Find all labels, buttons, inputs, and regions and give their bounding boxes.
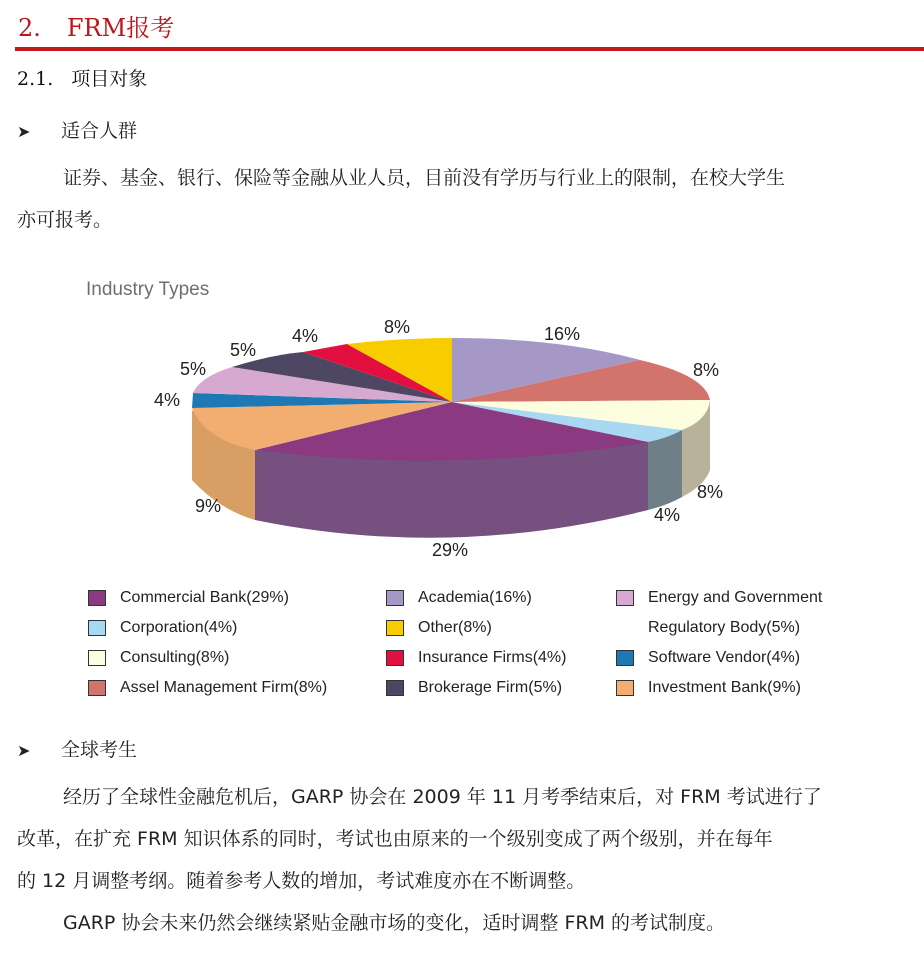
- arrow-bullet-icon: ➤: [17, 741, 31, 760]
- chart-title: Industry Types: [86, 279, 210, 300]
- swatch-icon: [88, 620, 106, 636]
- swatch-icon: [386, 620, 404, 636]
- legend-item-continuation: [616, 613, 822, 643]
- subsection-number: 2.1.: [17, 68, 54, 90]
- slice-label-corporation: 4%: [654, 505, 681, 525]
- section-title: FRM报考: [66, 14, 175, 42]
- swatch-icon: [616, 590, 634, 606]
- legend-label: Investment Bank(9%): [648, 679, 801, 696]
- slice-label-software-vendor: 4%: [154, 390, 181, 410]
- paragraph-line: 的 12 月调整考纲。随着参考人数的增加，考试难度亦在不断调整。: [17, 870, 586, 892]
- legend-item: [88, 643, 327, 673]
- swatch-icon: [386, 680, 404, 696]
- swatch-icon: [88, 590, 106, 606]
- legend-label: Energy and Government: [648, 589, 823, 606]
- swatch-icon: [88, 680, 106, 696]
- bullet-item: [17, 735, 137, 762]
- bullet-label: 全球考生: [61, 739, 138, 761]
- slice-label-asset-management: 8%: [693, 360, 720, 380]
- swatch-icon: [616, 650, 634, 666]
- paragraph-line: GARP 协会未来仍然会继续紧贴金融市场的变化，适时调整 FRM 的考试制度。: [63, 912, 726, 934]
- legend-label: Software Vendor(4%): [648, 649, 801, 666]
- legend-label: Other(8%): [418, 619, 492, 636]
- legend-item: [88, 583, 327, 613]
- swatch-icon: [616, 680, 634, 696]
- legend-label: Regulatory Body(5%): [648, 619, 801, 636]
- paragraph-line: 亦可报考。: [17, 209, 113, 231]
- swatch-icon: [386, 650, 404, 666]
- subsection-title: 项目对象: [71, 68, 148, 90]
- slice-label-insurance: 4%: [292, 326, 319, 346]
- swatch-icon: [386, 590, 404, 606]
- legend-label: Academia(16%): [418, 589, 532, 606]
- paragraph-line: 经历了全球性金融危机后，GARP 协会在 2009 年 11 月考季结束后，对 FRM 考试进行了: [63, 786, 822, 808]
- legend-label: Consulting(8%): [120, 649, 230, 666]
- legend-item: [386, 673, 566, 703]
- section-number: 2.: [18, 14, 41, 42]
- legend-item: [386, 583, 566, 613]
- paragraph-global-candidates: [17, 776, 912, 944]
- legend-label: Insurance Firms(4%): [418, 649, 567, 666]
- legend-label: Brokerage Firm(5%): [418, 679, 563, 696]
- slice-label-other: 8%: [384, 317, 411, 337]
- slice-label-energy-gov: 5%: [180, 359, 207, 379]
- legend-label: Assel Management Firm(8%): [120, 679, 328, 696]
- legend-item: [616, 643, 822, 673]
- slice-label-brokerage: 5%: [230, 340, 257, 360]
- legend-label: Commercial Bank(29%): [120, 589, 289, 606]
- paragraph-line: 证券、基金、银行、保险等金融从业人员，目前没有学历与行业上的限制，在校大学生: [63, 167, 786, 189]
- bullet-label: 适合人群: [61, 120, 138, 142]
- slice-label-academia: 16%: [544, 324, 581, 344]
- legend-item: [386, 643, 566, 673]
- legend-item: [88, 613, 327, 643]
- slice-label-investment-bank: 9%: [195, 496, 222, 516]
- legend-item: [386, 613, 566, 643]
- slice-label-consulting: 8%: [697, 482, 724, 502]
- legend-label: Corporation(4%): [120, 619, 238, 636]
- legend-item: [88, 673, 327, 703]
- slice-label-commercial-bank: 29%: [432, 540, 469, 560]
- paragraph-line: 改革，在扩充 FRM 知识体系的同时，考试也由原来的一个级别变成了两个级别，并在每年: [17, 828, 773, 850]
- swatch-icon: [88, 650, 106, 666]
- legend-item: [616, 583, 822, 613]
- legend-item: [616, 673, 822, 703]
- arrow-bullet-icon: ➤: [17, 122, 31, 141]
